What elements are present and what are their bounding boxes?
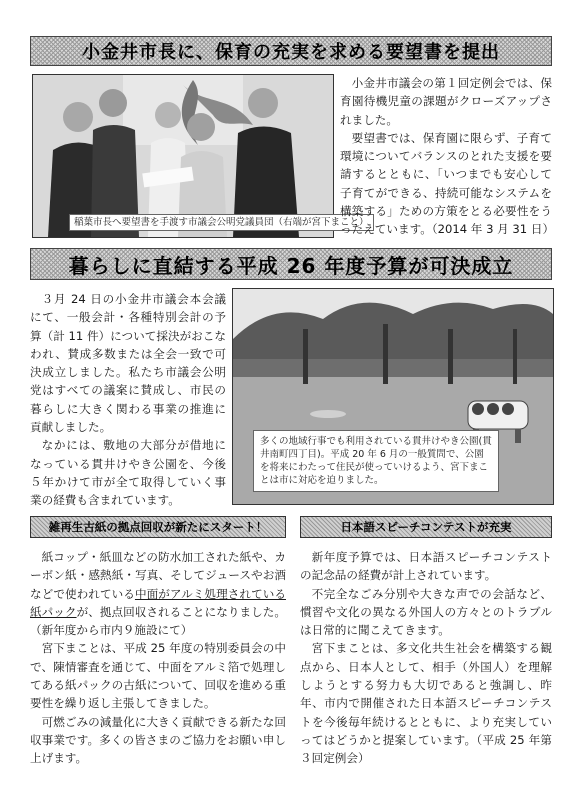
section-speech-contest-heading [300, 516, 552, 538]
headline-banner-budget [30, 248, 552, 280]
article2-paragraph: なかには、敷地の大部分が借地になっている貫井けやき公園を、今後５年かけて市が全て取得していく事業の経費も含まれています。 [30, 438, 226, 508]
article3-underlined-text: 中面がアルミ処理されている紙パック [30, 586, 286, 619]
article3-text: が、拠点回収されることになりました。（新年度から市内９施設にて） [30, 604, 286, 638]
headline-budget: 暮らしに直結する平成 26 年度予算が可決成立 [68, 253, 514, 278]
photo-request-handover [32, 74, 369, 238]
photo1-caption: 稲葉市長へ要望書を手渡す市議会公明党議員団（右端が宮下まこと） [69, 214, 374, 231]
article4-paragraph: 宮下まことは、多文化共生社会を構築する観点から、日本人として、相手（外国人）を理解しようとする努力も大切であると強調し、昨年、市内で開催された日本語スピーチコンテストを今後毎年続けるとともに、より充実していってはどうかと提案しています。（平成 25 年第３回定例会） [300, 641, 552, 766]
headline-banner-mayor-request [30, 36, 552, 66]
article3-text: 紙コップ・紙皿などの防水加工された紙や、カーボン紙・感熱紙・写真、そしてジュースやお酒などで使われている [30, 550, 286, 601]
article3-paragraph [30, 548, 286, 639]
article-speech-contest [300, 548, 552, 768]
article4-paragraph: 新年度予算では、日本語スピーチコンテストの記念品の経費が計上されています。 [300, 550, 552, 583]
article-paper-recycling [30, 548, 286, 768]
article3-paragraph: 可燃ごみの減量化に大きく貢献できる新たな回収事業です。多くの皆さまのご協力をお願い申し上げます。 [30, 714, 286, 766]
article-budget [30, 290, 226, 510]
people-handing-document-illustration [33, 75, 333, 237]
article2-paragraph: ３月 24 日の小金井市議会本会議にて、一般会計・各種特別会計の予算（計 11 件）について採決がおこなわれ、賛成多数または全会一致で可決成立しました。私たち市議会公明党はすべての議案に賛成し、市民の暮らしに大きく関わる事業の推進に貢献しました。 [30, 292, 226, 435]
section-paper-recycling-title: 雑再生古紙の拠点回収が新たにスタート！ [48, 520, 268, 534]
section-speech-contest-title: 日本語スピーチコンテストが充実 [340, 520, 512, 534]
article-mayor-request [340, 74, 555, 239]
article1-paragraph: 小金井市議会の第１回定例会では、保育園待機児童の課題がクローズアップされました。 [340, 76, 552, 127]
photo2-caption: 多くの地域行事でも利用されている貫井けやき公園(貫井南町四丁目)。平成 20 年 6 月の一般質問で、公園を将来にわたって住民が使っていけるよう、宮下まことは市に対応を迫りました。 [253, 430, 499, 492]
headline-mayor-request: 小金井市長に、保育の充実を求める要望書を提出 [82, 42, 500, 63]
section-paper-recycling-heading [30, 516, 286, 538]
article1-paragraph: 要望書では、保育園に限らず、子育て環境についてバランスのとれた支援を要請するとともに、「いつまでも安心して子育てができる、持続可能なシステムを構築する」ための方策をとる必要性をうったえています。（2014 年 3 月 31 日） [340, 130, 555, 237]
article4-paragraph: 不完全なごみ分別や大きな声での会話など、慣習や文化の異なる外国人の方々とのトラブルは日常的に聞こえてきます。 [300, 586, 552, 638]
photo-nukui-keyaki-park [232, 288, 554, 505]
article3-paragraph: 宮下まことは、平成 25 年度の特別委員会の中で、陳情審査を通じて、中面をアルミ箔で処理してある紙パックの古紙について、回収を進める重要性を繰り返し主張してきました。 [30, 641, 286, 711]
